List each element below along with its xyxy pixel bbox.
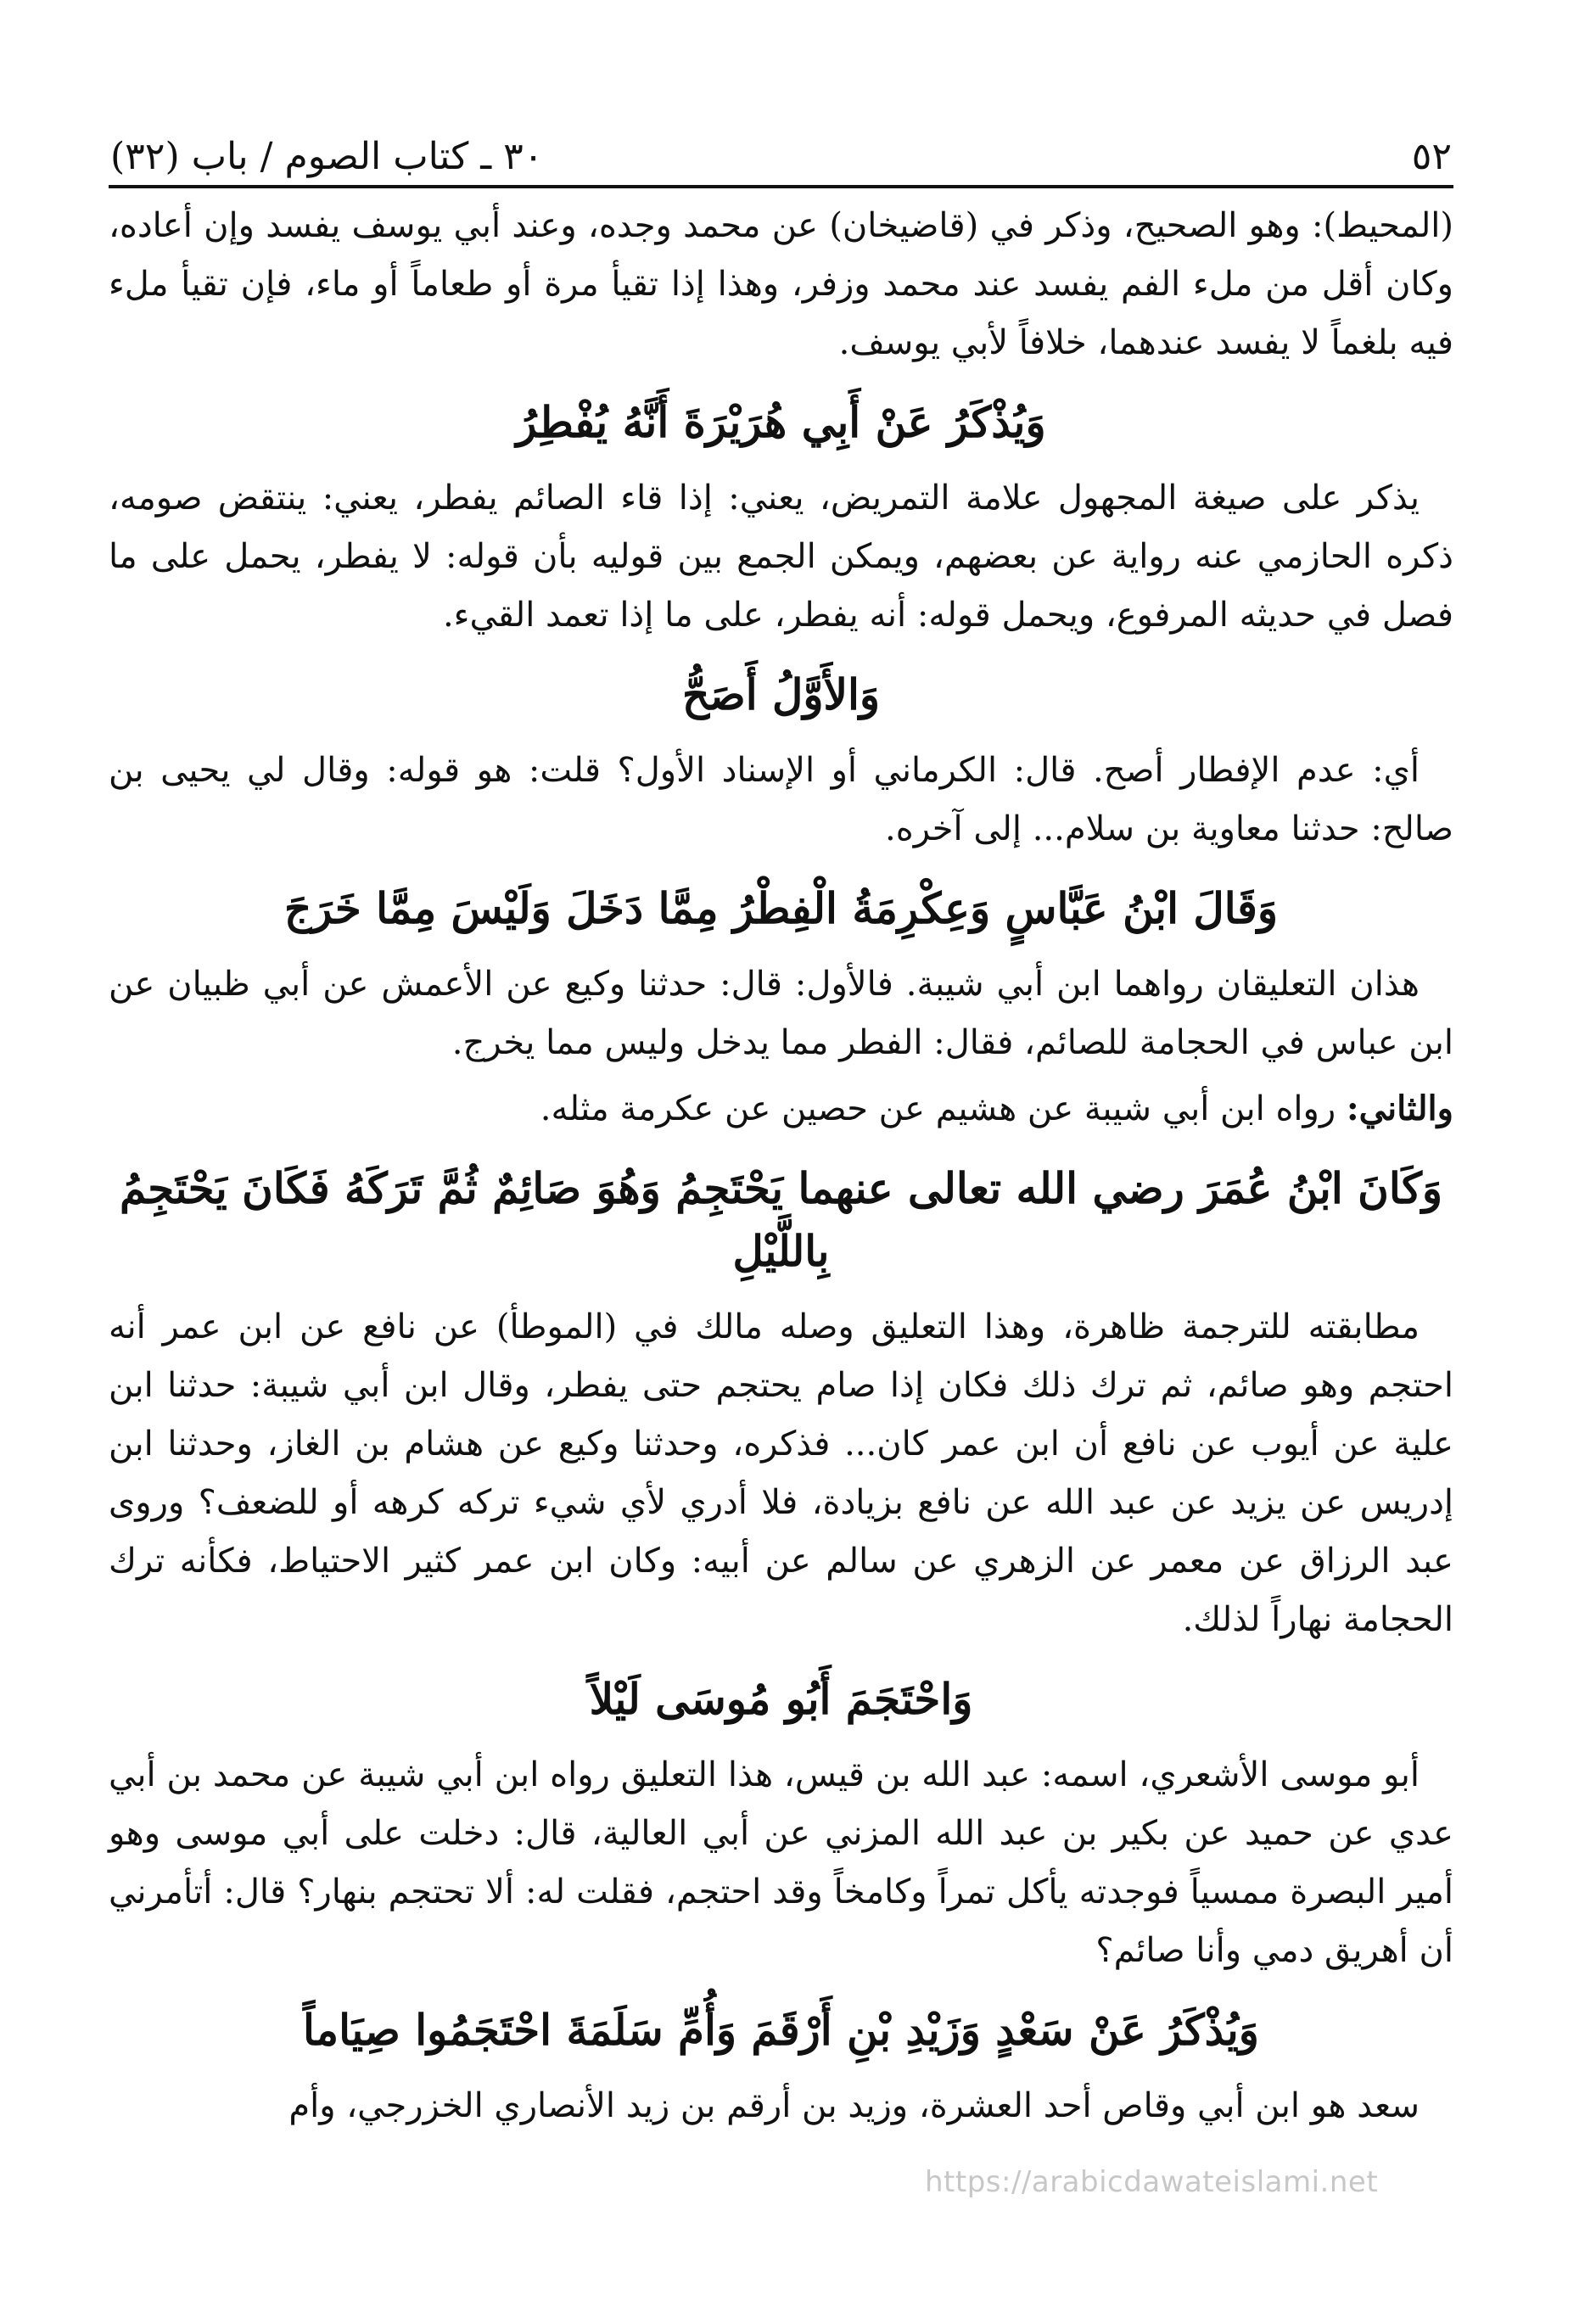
paragraph-text: رواه ابن أبي شيبة عن هشيم عن حصين عن عكرمة مثله. bbox=[540, 1089, 1347, 1128]
header-rule bbox=[109, 185, 1453, 188]
commentary-paragraph: يذكر على صيغة المجهول علامة التمريض، يعني: إذا قاء الصائم يفطر، يعني: ينتقض صومه، ذكره الحازمي عنه رواية عن بعضهم، ويمكن الجمع بين قوليه بأن قوله: لا يفطر، يحمل على ما فصل في حديثه المرفوع، ويحمل قوله: أنه يفطر، على ما إذا تعمد القيء. bbox=[109, 479, 1453, 635]
page-number: ٥٢ bbox=[1411, 135, 1452, 178]
commentary-paragraph: أي: عدم الإفطار أصح. قال: الكرماني أو الإسناد الأول؟ قلت: هو قوله: وقال لي يحيى بن صالح: حدثنا معاوية بن سلام... إلى آخره. bbox=[109, 751, 1453, 848]
hadith-heading: وَيُذْكَرُ عَنْ أَبِي هُرَيْرَةَ أَنَّهُ يُفْطِرُ bbox=[516, 397, 1046, 447]
commentary-paragraph: سعد هو ابن أبي وقاص أحد العشرة، وزيد بن أرقم بن زيد الأنصاري الخزرجي، وأم bbox=[288, 2086, 1420, 2125]
commentary-paragraph: مطابقته للترجمة ظاهرة، وهذا التعليق وصله مالك في (الموطأ) عن نافع عن ابن عمر أنه احتجم وهو صائم، ثم ترك ذلك فكان إذا صام يحتجم حتى يفطر، وقال ابن أبي شيبة: حدثنا ابن علية عن أيوب عن نافع أن ابن عمر كان... فذكره، وحدثنا وكيع عن هشام بن الغاز، وحدثنا ابن إدريس عن يزيد عن عبد الله عن نافع بزيادة، فلا أدري لأي شيء تركه كرهه أو للضعف؟ وروى عبد الرزاق عن معمر عن الزهري عن سالم عن أبيه: وكان ابن عمر كثير الاحتياط، فكأنه ترك الحجامة نهاراً لذلك. bbox=[109, 1307, 1453, 1639]
page-header bbox=[110, 119, 1452, 178]
running-title: ٣٠ ـ كتاب الصوم / باب (٣٢) bbox=[110, 135, 544, 178]
watermark-url: https://arabicdawateislami.net bbox=[925, 2165, 1379, 2199]
hadith-heading: وَقَالَ ابْنُ عَبَّاسٍ وَعِكْرِمَةُ الْفِطْرُ مِمَّا دَخَلَ وَلَيْسَ مِمَّا خَرَجَ bbox=[284, 883, 1278, 933]
commentary-paragraph bbox=[109, 1079, 1453, 1139]
hadith-heading: وَالأَوَّلُ أَصَحُّ bbox=[681, 669, 881, 719]
commentary-paragraph: أبو موسى الأشعري، اسمه: عبد الله بن قيس، هذا التعليق رواه ابن أبي شيبة عن محمد بن أبي عدي عن حميد عن بكير بن عبد الله المزني عن أبي العالية، قال: دخلت على أبي موسى وهو أمير البصرة ممسياً فوجدته يأكل تمراً وكامخاً وقد احتجم، فقلت له: ألا تحتجم بنهار؟ قال: أتأمرني أن أهريق دمي وأنا صائم؟ bbox=[109, 1755, 1453, 1970]
paragraph-lead: والثاني: bbox=[1346, 1089, 1453, 1128]
hadith-heading: وَيُذْكَرُ عَنْ سَعْدٍ وَزَيْدِ بْنِ أَرْقَمَ وَأُمِّ سَلَمَةَ احْتَجَمُوا صِيَاماً bbox=[303, 2005, 1259, 2055]
page-body bbox=[109, 197, 1453, 2142]
commentary-paragraph: (المحيط): وهو الصحيح، وذكر في (قاضيخان) عن محمد وجده، وعند أبي يوسف يفسد وإن أعاده، وكان أقل من ملء الفم يفسد عند محمد وزفر، وهذا إذا تقيأ مرة أو طعاماً أو ماء، فإن تقيأ ملء فيه بلغماً لا يفسد عندهما، خلافاً لأبي يوسف. bbox=[109, 206, 1453, 362]
hadith-heading: وَكَانَ ابْنُ عُمَرَ رضي الله تعالى عنهما يَحْتَجِمُ وَهُوَ صَائِمٌ ثُمَّ تَرَكَهُ فَكَانَ يَحْتَجِمُ بِاللَّيْلِ bbox=[119, 1163, 1443, 1276]
hadith-heading: وَاحْتَجَمَ أَبُو مُوسَى لَيْلاً bbox=[589, 1674, 973, 1724]
commentary-paragraph: هذان التعليقان رواهما ابن أبي شيبة. فالأول: قال: حدثنا وكيع عن الأعمش عن أبي ظبيان عن ابن عباس في الحجامة للصائم، فقال: الفطر مما يدخل وليس مما يخرج. bbox=[109, 965, 1453, 1062]
